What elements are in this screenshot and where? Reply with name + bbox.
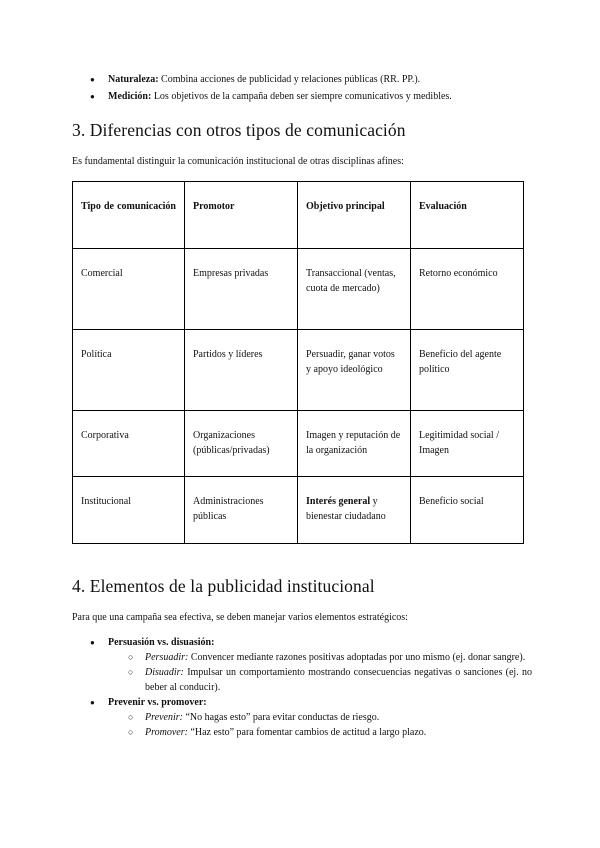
table-cell: Empresas privadas [185,249,298,330]
list-item [92,88,552,105]
table-cell: Interés general y bienestar ciudadano [298,477,411,544]
table-cell: Legitimidad social / Imagen [411,411,524,477]
list-item [92,71,552,88]
sub-list-item: ○ Disuadir: Impulsar un comportamiento mostrando consecuencias negativas o sanciones (ej. no beber al conducir). [92,665,532,695]
intro-bullet-list [92,71,552,105]
list-item: ● Prevenir vs. promover: [92,695,532,710]
sub-list-item: ○ Promover: “Haz esto” para fomentar cambios de actitud a largo plazo. [92,725,532,740]
table-row [73,249,524,330]
table-cell: Administraciones públicas [185,477,298,544]
header-cell: Evaluación [411,182,524,249]
bullet-text: Combina acciones de publicidad y relaciones públicas (RR. PP.). [158,74,421,85]
table-cell: Beneficio social [411,477,524,544]
table-cell: Política [73,330,185,411]
table-header-row [73,182,524,249]
sub-list-item: ○ Prevenir: “No hagas esto” para evitar conductas de riesgo. [92,710,532,725]
bullet-label: Naturaleza: [108,74,159,85]
section-3-heading: 3. Diferencias con otros tipos de comunicación [72,120,406,140]
comparison-table [72,181,524,544]
section-4-intro: Para que una campaña sea efectiva, se deben manejar varios elementos estratégicos: [72,612,408,623]
table-cell: Retorno económico [411,249,524,330]
bullet-label: Medición: [108,91,152,102]
section-4-heading: 4. Elementos de la publicidad institucional [72,576,375,596]
table-cell: Partidos y líderes [185,330,298,411]
bullet-text: Los objetivos de la campaña deben ser siempre comunicativos y medibles. [151,91,452,102]
table-cell: Persuadir, ganar votos y apoyo ideológico [298,330,411,411]
header-cell: Objetivo principal [298,182,411,249]
section-3-intro: Es fundamental distinguir la comunicación institucional de otras disciplinas afines: [72,156,404,167]
table-cell: Corporativa [73,411,185,477]
table-cell: Organizaciones (públicas/privadas) [185,411,298,477]
table-cell: Imagen y reputación de la organización [298,411,411,477]
list-item: ● Persuasión vs. disuasión: [92,635,532,650]
table-cell: Transaccional (ventas, cuota de mercado) [298,249,411,330]
table-cell: Beneficio del agente político [411,330,524,411]
table-row [73,330,524,411]
table-cell: Institucional [73,477,185,544]
header-cell: Promotor [185,182,298,249]
header-cell: Tipo de comunicación [73,182,185,249]
elements-list [92,635,532,740]
table-row [73,477,524,544]
table-row [73,411,524,477]
table-cell: Comercial [73,249,185,330]
sub-list-item: ○ Persuadir: Convencer mediante razones positivas adoptadas por uno mismo (ej. donar sangre). [92,650,532,665]
